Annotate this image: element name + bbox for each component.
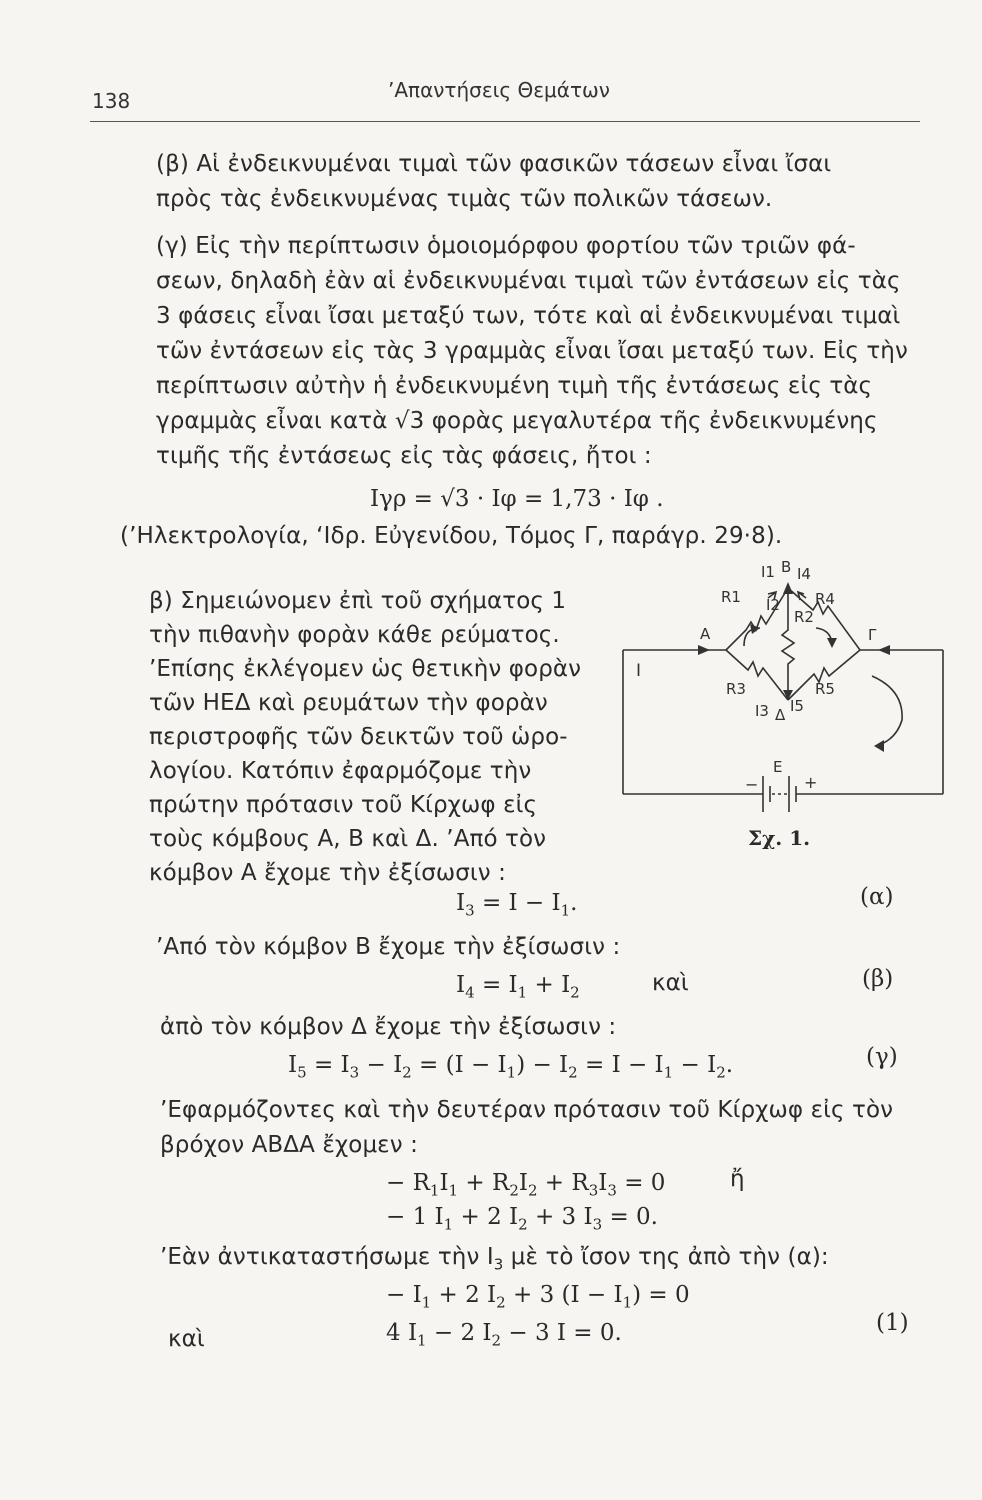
substituted-equation: − $I_1 + 2$ $I_2 + 3$ $(I - I_1) = 0$ [386, 1282, 690, 1312]
label-i1: I1 [761, 563, 775, 581]
label-i4: I4 [797, 565, 811, 583]
sub-1: 1 [443, 1215, 454, 1234]
sub-5: 5 [297, 1063, 307, 1082]
sub-3: 3 [349, 1063, 360, 1082]
label-r3: R3 [726, 680, 746, 698]
beta1-line-1: (β) Αἱ ἐνδεικνυμέναι τιμαὶ τῶν φασικῶν τάσεων εἶναι ἴσαι [156, 151, 832, 177]
current-arrow-i2 [783, 582, 793, 594]
final-equation: 4 $I_1 - 2$ $I_2 - 3$ I = 0. [386, 1320, 622, 1350]
header-rule [90, 121, 920, 122]
node-b-text: ’Από τὸν κόμβον Β ἔχομε τὴν ἐξίσωσιν : [156, 934, 621, 960]
beta2-line-2: τὴν πιθανὴν φορὰν κάθε ρεύματος. [149, 622, 560, 648]
label-r2: R2 [794, 608, 814, 626]
sub-1: 1 [429, 1181, 440, 1200]
gamma-line-7: τιμῆς τῆς ἐντάσεως εἰς τὰς φάσεις, ἤτοι : [156, 443, 652, 469]
equation-gamma: $I_5 = I_3 - I_2 = (I - I_1) - I_2 = I - I_1 - I_2$. [288, 1052, 734, 1082]
loop-arrow-right [816, 628, 832, 646]
outer-loop-arrow [872, 676, 902, 746]
beta2-line-7: πρώτην πρότασιν τοῦ Κίρχωφ εἰς [149, 792, 538, 818]
beta2-line-6: λογίου. Κατόπιν ἐφαρμόζομε τὴν [149, 758, 532, 784]
sub-4: 4 [465, 983, 475, 1002]
sub-3: 3 [592, 1215, 603, 1234]
sub-3: 3 [607, 1181, 617, 1200]
equation-gamma-label: (γ) [866, 1044, 898, 1070]
loop-arrowhead-left [750, 624, 760, 634]
beta2-line-4: τῶν ΗΕΔ καὶ ρευμάτων τὴν φορὰν [149, 690, 548, 716]
label-i5: I5 [790, 697, 804, 715]
equation-beta-label: (β) [862, 966, 894, 992]
label-i2: I2 [766, 596, 780, 614]
current-arrow-i4 [798, 592, 806, 600]
node-d-text: ἀπὸ τὸν κόμβον Δ ἔχομε τὴν ἐξίσωσιν : [160, 1014, 617, 1040]
line-current-formula: Iγρ = √3 · Iφ = 1,73 · Iφ . [370, 486, 664, 512]
kirchhoff2-line-1: ’Εφαρμόζοντες καὶ τὴν δευτέραν πρότασιν τοῦ Κίρχωφ εἰς τὸν [160, 1097, 894, 1123]
sub-1: 1 [421, 1293, 432, 1312]
label-r4: R4 [815, 590, 835, 608]
sub-1: 1 [560, 901, 571, 920]
sub-2: 2 [568, 1063, 578, 1082]
sub-1: 1 [622, 1293, 633, 1312]
sub-2: 2 [716, 1063, 726, 1082]
gamma-line-3: 3 φάσεις εἶναι ἴσαι μεταξύ των, τότε καὶ αἱ ἐνδεικνυμέναι τιμαὶ [156, 303, 901, 329]
sub-3: 3 [493, 1255, 504, 1274]
running-title: ’Απαντήσεις Θεμάτων [388, 78, 610, 102]
substitute-text: ’Εὰν ἀντικαταστήσωμε τὴν $I_3$ μὲ τὸ ἴσον της ἀπὸ τὴν (α): [160, 1244, 829, 1274]
final-and: καὶ [168, 1326, 205, 1352]
gamma-line-2: σεων, δηλαδὴ ἐὰν αἱ ἐνδεικνυμέναι τιμαὶ τῶν ἐντάσεων εἰς τὰς [156, 268, 901, 294]
equation-alpha-label: (α) [860, 884, 894, 910]
sub-1: 1 [517, 983, 528, 1002]
label-emf-e: E [773, 758, 783, 776]
outer-loop-arrowhead [874, 740, 884, 752]
label-r1: R1 [721, 588, 741, 606]
beta2-line-8: τοὺς κόμβους Α, Β καὶ Δ. ’Από τὸν [149, 826, 547, 852]
beta1-line-2: πρὸς τὰς ἐνδεικνυμένας τιμὰς τῶν πολικῶν τάσεων. [156, 186, 773, 212]
gamma-line-1: (γ) Εἰς τὴν περίπτωσιν ὁμοιομόρφου φορτίου τῶν τριῶν φά- [156, 233, 856, 259]
loop-equation-1: − $R_1I_1 + R_2I_2 + R_3I_3 = 0$ [386, 1170, 666, 1200]
label-i3: I3 [755, 702, 769, 720]
label-r5: R5 [815, 680, 835, 698]
label-plus: + [804, 773, 818, 792]
sub-2: 2 [527, 1181, 538, 1200]
sub-2: 2 [509, 1181, 519, 1200]
label-node-b: B [781, 558, 792, 576]
label-minus: − [745, 775, 759, 794]
figure-caption: Σχ. 1. [748, 826, 811, 850]
final-equation-label: (1) [876, 1310, 909, 1336]
beta2-line-9: κόμβον Α ἔχομε τὴν ἐξίσωσιν : [149, 860, 507, 886]
sub-1: 1 [448, 1181, 459, 1200]
reference-citation: (’Ηλεκτρολογία, ‘Ιδρ. Εὐγενίδου, Τόμος Γ, παράγρ. 29·8). [120, 523, 783, 549]
gamma-line-5: περίπτωσιν αὐτὴν ἡ ἐνδεικνυμένη τιμὴ τῆς ἐντάσεως εἰς τὰς [156, 373, 873, 399]
beta2-line-1: β) Σημειώνομεν ἐπὶ τοῦ σχήματος 1 [149, 588, 567, 614]
sub-2: 2 [491, 1331, 502, 1350]
kirchhoff2-line-2: βρόχον ΑΒΔΑ ἔχομεν : [160, 1132, 418, 1158]
gamma-line-4: τῶν ἐντάσεων εἰς τὰς 3 γραμμὰς εἶναι ἴσαι μεταξύ των. Εἰς τὴν [156, 338, 908, 364]
sub-2: 2 [518, 1215, 528, 1234]
label-node-delta: Δ [775, 706, 786, 724]
current-arrow-top-wire [878, 645, 890, 655]
current-arrow-left-wire [698, 645, 710, 655]
sub-3: 3 [465, 901, 475, 920]
label-node-gamma: Γ [868, 626, 877, 644]
sub-2: 2 [496, 1293, 506, 1312]
page-number: 138 [92, 89, 131, 113]
sub-3: 3 [588, 1181, 599, 1200]
gamma-line-6: γραμμὰς εἶναι κατὰ √3 φορὰς μεγαλυτέρα τῆς ἐνδεικνυμένης [156, 408, 878, 434]
label-node-a: A [700, 625, 711, 643]
loop-equation-or: ἤ [730, 1166, 745, 1192]
equation-beta-and: καὶ [652, 970, 689, 996]
label-i: I [636, 661, 642, 681]
sub-1: 1 [506, 1063, 517, 1082]
beta2-line-5: περιστροφῆς τῶν δεικτῶν τοῦ ὡρο- [149, 724, 568, 750]
loop-arrowhead-right [827, 638, 837, 648]
equation-alpha: $I_3 = I - I_1$. [456, 890, 578, 920]
circuit-diagram [618, 558, 948, 868]
sub-2: 2 [402, 1063, 412, 1082]
beta2-line-3: ’Επίσης ἐκλέγομεν ὡς θετικὴν φορὰν [149, 656, 582, 682]
sub-1: 1 [417, 1331, 427, 1350]
sub-2: 2 [570, 983, 580, 1002]
loop-equation-2: − 1 $I_1 + 2$ $I_2 + 3$ $I_3 = 0$. [386, 1204, 658, 1234]
resistor-r2 [782, 588, 794, 700]
equation-beta: $I_4 = I_1 + I_2$ [456, 972, 580, 1002]
sub-1: 1 [663, 1063, 674, 1082]
